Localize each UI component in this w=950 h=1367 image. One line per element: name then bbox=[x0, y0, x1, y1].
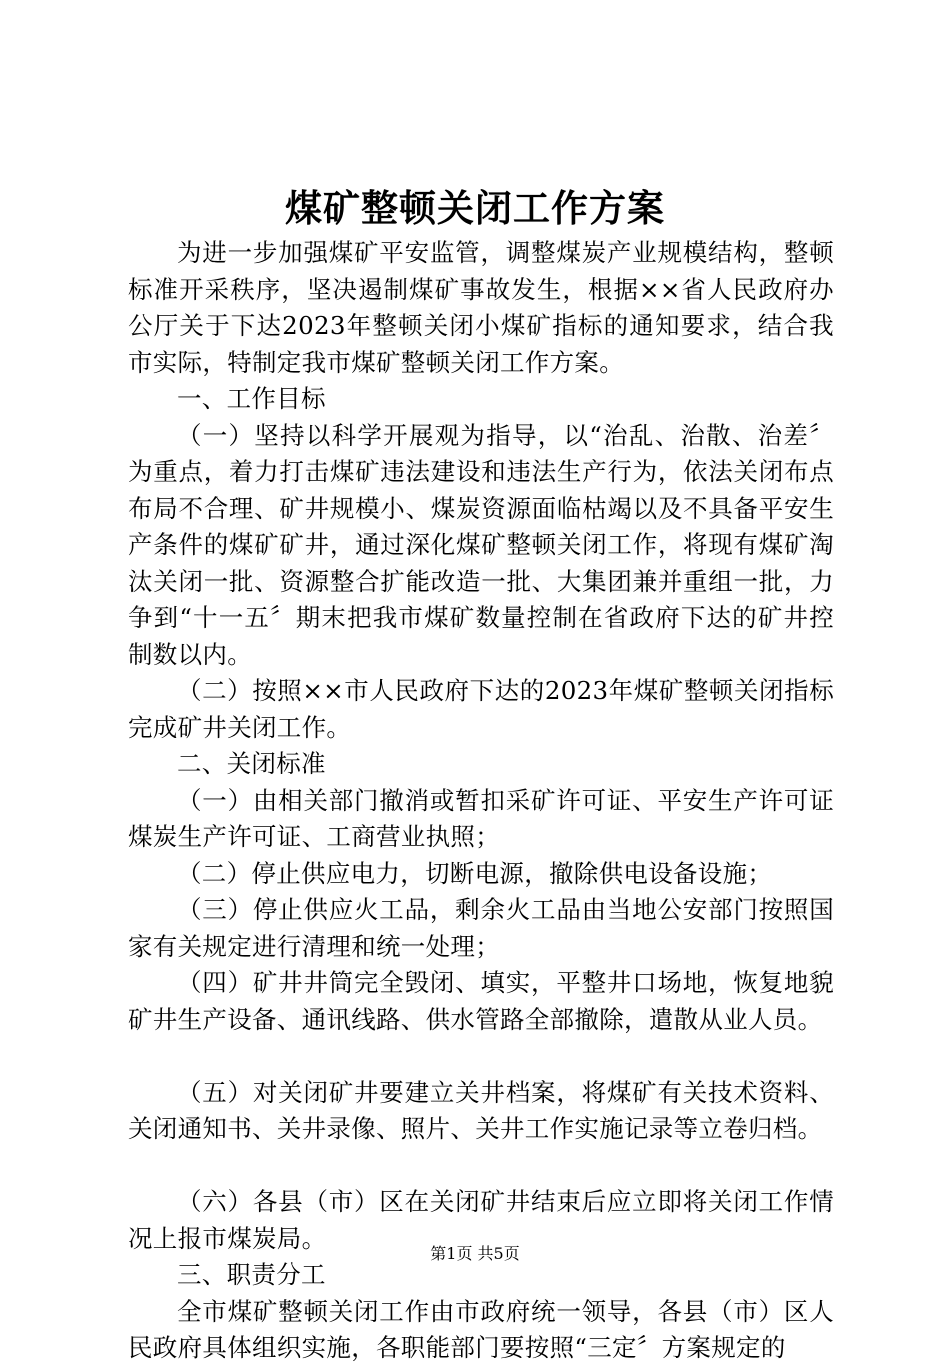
paragraph-intro: 为进一步加强煤矿平安监管，调整煤炭产业规模结构，整顿标准开采秩序，坚决遏制煤矿事故发生，根据××省人民政府办公厅关于下达2023年整顿关闭小煤矿指标的通知要求，结合我市实际，特制定我市煤矿整顿关闭工作方案。 bbox=[128, 238, 834, 377]
page-number-footer: 第1页 共5页 bbox=[430, 1244, 520, 1263]
heading-closure-standards: 二、关闭标准 bbox=[177, 749, 326, 778]
paragraph-responsibilities: 全市煤矿整顿关闭工作由市政府统一领导，各县（市）区人民政府具体组织实施，各职能部门要按照“三定〞方案规定的 bbox=[128, 1296, 834, 1362]
paragraph-standard-2: （二）停止供应电力，切断电源，撤除供电设备设施； bbox=[177, 858, 773, 888]
document-title: 煤矿整顿关闭工作方案 bbox=[285, 186, 665, 230]
heading-work-goals: 一、工作目标 bbox=[177, 384, 326, 413]
paragraph-standard-4: （四）矿井井筒完全毁闭、填实，平整井口场地，恢复地貌矿井生产设备、通讯线路、供水管路全部撤除，遣散从业人员。 bbox=[128, 968, 834, 1034]
paragraph-standard-5: （五）对关闭矿井要建立关井档案，将煤矿有关技术资料、关闭通知书、关井录像、照片、关井工作实施记录等立卷归档。 bbox=[128, 1077, 834, 1143]
heading-responsibilities: 三、职责分工 bbox=[177, 1260, 326, 1289]
paragraph-standard-6: （六）各县（市）区在关闭矿井结束后应立即将关闭工作情况上报市煤炭局。 bbox=[128, 1187, 834, 1253]
paragraph-standard-1: （一）由相关部门撤消或暂扣采矿许可证、平安生产许可证煤炭生产许可证、工商营业执照； bbox=[128, 785, 834, 851]
paragraph-goal-1: （一）坚持以科学开展观为指导，以“治乱、治散、治差〞为重点，着力打击煤矿违法建设和违法生产行为，依法关闭布点布局不合理、矿井规模小、煤炭资源面临枯竭以及不具备平安生产条件的煤矿矿井，通过深化煤矿整顿关闭工作，将现有煤矿淘汰关闭一批、资源整合扩能改造一批、大集团兼并重组一批，力争到“十一五〞期末把我市煤矿数量控制在省政府下达的矿井控制数以内。 bbox=[128, 420, 834, 669]
paragraph-goal-2: （二）按照××市人民政府下达的2023年煤矿整顿关闭指标完成矿井关闭工作。 bbox=[128, 676, 834, 742]
document-body bbox=[128, 235, 834, 1367]
paragraph-standard-3: （三）停止供应火工品，剩余火工品由当地公安部门按照国家有关规定进行清理和统一处理； bbox=[128, 895, 834, 961]
